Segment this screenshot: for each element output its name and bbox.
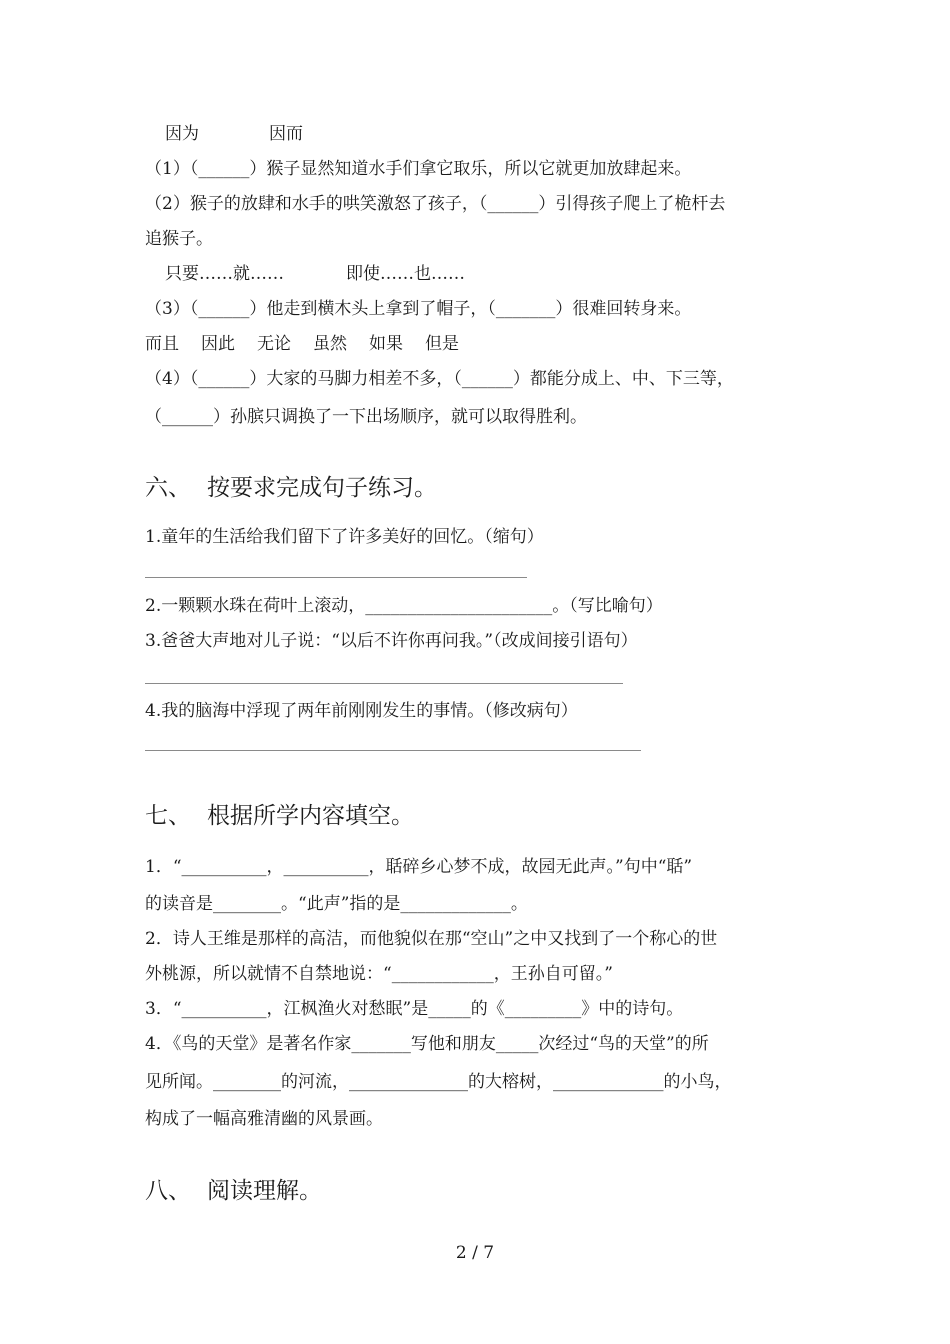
fill-line: 1．“__________，__________，聒碎乡心梦不成，故园无此声。”句中“聒” (145, 857, 693, 877)
fill-line: 外桃源，所以就情不自禁地说：“____________，王孙自可留。” (145, 964, 613, 984)
exercise-item: 4.我的脑海中浮现了两年前刚刚发生的事情。（修改病句） (145, 701, 578, 721)
word-option: 即使……也…… (346, 264, 465, 284)
question-line: （1）（______）猴子显然知道水手们拿它取乐，所以它就更加放肆起来。 (145, 159, 692, 179)
section-number: 八、 (145, 1178, 191, 1204)
word-bank-a (165, 123, 303, 145)
fill-line: 4．《鸟的天堂》是著名作家_______写他和朋友_____次经过“鸟的天堂”的所 (145, 1034, 709, 1054)
word-bank-b (165, 263, 465, 285)
question-line: （______）孙膑只调换了一下出场顺序，就可以取得胜利。 (145, 407, 587, 427)
exercise-item: 2.一颗颗水珠在荷叶上滚动，______________________。（写比喻句） (145, 596, 663, 616)
section-title: 按要求完成句子练习。 (207, 475, 437, 501)
word-option: 因为 (165, 124, 199, 144)
word-option: 而且 (145, 334, 179, 354)
section-heading (145, 1176, 322, 1206)
section-heading (145, 473, 437, 503)
word-option: 因而 (269, 124, 303, 144)
answer-line[interactable] (145, 577, 527, 578)
word-option: 无论 (257, 334, 291, 354)
question-line: （4）（______）大家的马脚力相差不多，（______）都能分成上、中、下三等， (145, 369, 734, 389)
word-option: 只要……就…… (165, 264, 284, 284)
exercise-item: 3.爸爸大声地对儿子说：“以后不许你再问我。”（改成间接引语句） (145, 631, 638, 651)
section-number: 七、 (145, 803, 191, 829)
word-option: 如果 (369, 334, 403, 354)
section-title: 阅读理解。 (207, 1178, 322, 1204)
page-number: 2 / 7 (455, 1243, 495, 1263)
fill-line: 构成了一幅高雅清幽的风景画。 (145, 1109, 383, 1129)
answer-line[interactable] (145, 750, 641, 751)
word-option: 虽然 (313, 334, 347, 354)
fill-line: 3．“__________，江枫渔火对愁眠”是_____的《_________》中的诗句。 (145, 999, 684, 1019)
question-line: （2）猴子的放肆和水手的哄笑激怒了孩子，（______）引得孩子爬上了桅杆去 (145, 194, 726, 214)
question-line: 追猴子。 (145, 229, 213, 249)
question-line: （3）（______）他走到横木头上拿到了帽子，（_______）很难回转身来。 (145, 299, 692, 319)
section-title: 根据所学内容填空。 (207, 803, 414, 829)
section-heading (145, 801, 414, 831)
section-number: 六、 (145, 475, 191, 501)
exercise-item: 1.童年的生活给我们留下了许多美好的回忆。（缩句） (145, 527, 544, 547)
word-option: 但是 (425, 334, 459, 354)
fill-line: 的读音是________。“此声”指的是_____________。 (145, 894, 528, 914)
fill-line: 2．诗人王维是那样的高洁，而他貌似在那“空山”之中又找到了一个称心的世 (145, 929, 718, 949)
fill-line: 见所闻。________的河流，______________的大榕树，_____________的小鸟， (145, 1072, 732, 1092)
answer-line[interactable] (145, 683, 623, 684)
word-option: 因此 (201, 334, 235, 354)
word-bank-c (145, 333, 459, 355)
